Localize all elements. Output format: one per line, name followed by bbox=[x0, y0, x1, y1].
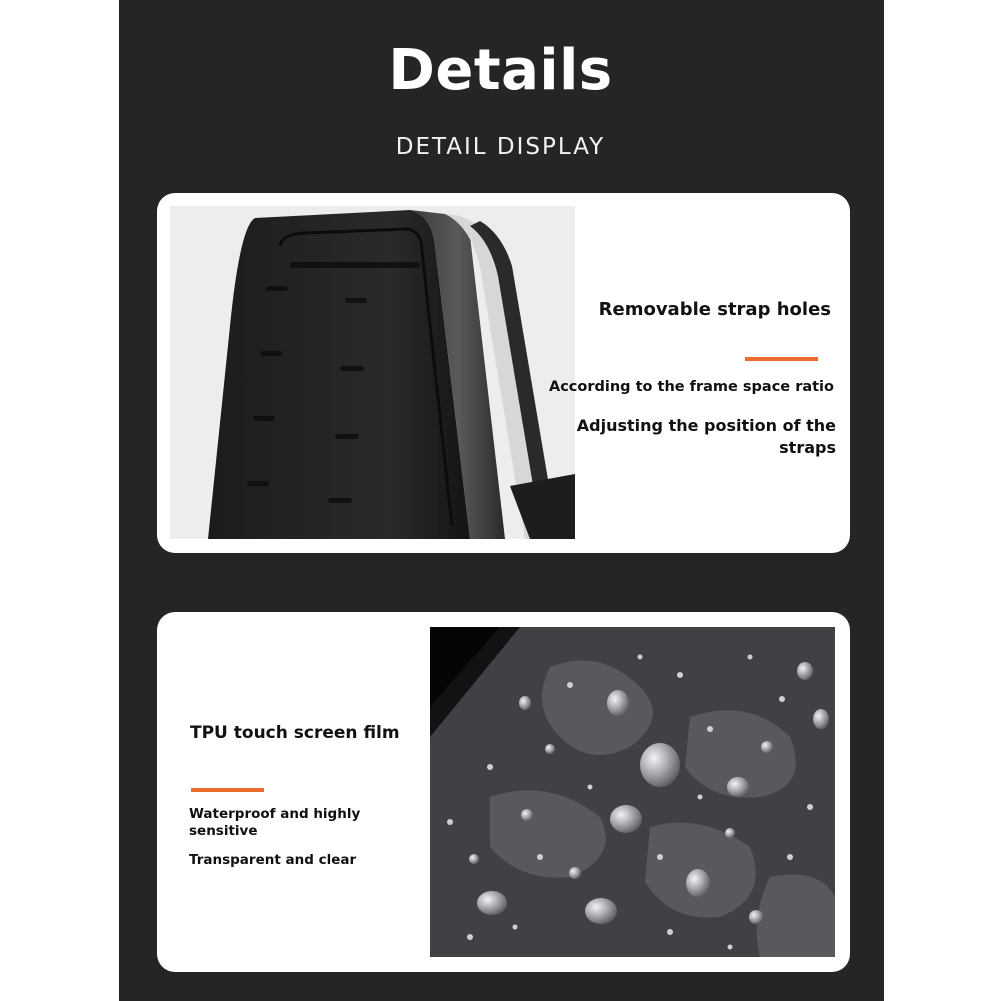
page-subtitle: DETAIL DISPLAY bbox=[395, 134, 606, 160]
accent-bar bbox=[191, 788, 264, 792]
strap-holes-photo bbox=[170, 206, 575, 539]
feature-description: According to the frame space ratio bbox=[548, 379, 834, 395]
feature-description: Transparent and clear bbox=[189, 852, 357, 868]
page-title: Details bbox=[388, 38, 613, 103]
feature-description: Waterproof and highly sensitive bbox=[189, 806, 361, 839]
feature-title: Removable strap holes bbox=[598, 299, 831, 320]
feature-card-strap-holes bbox=[157, 193, 850, 553]
feature-title: TPU touch screen film bbox=[190, 723, 400, 743]
feature-description: Adjusting the position of the straps bbox=[576, 416, 836, 457]
feature-card-tpu-film bbox=[157, 612, 850, 972]
tpu-film-photo bbox=[430, 627, 835, 957]
accent-bar bbox=[745, 357, 818, 361]
